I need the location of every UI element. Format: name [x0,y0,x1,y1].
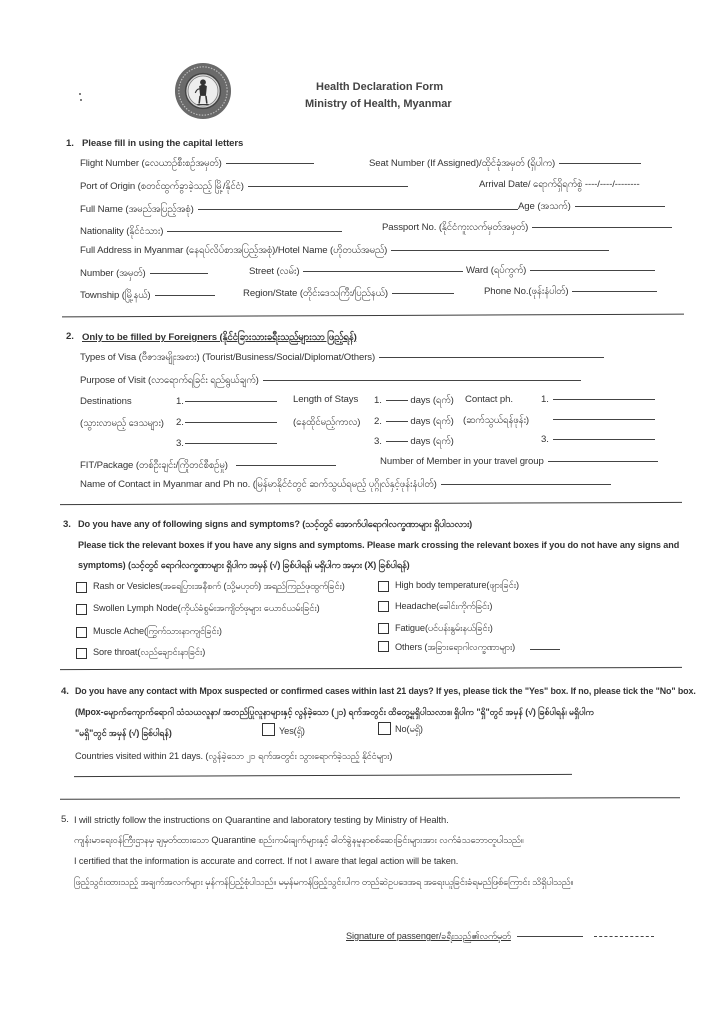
phone-no-field[interactable] [484,285,657,299]
section-1-number: 1. [66,138,74,149]
section-5-line-1: I will strictly follow the instructions on Quarantine and laboratory testing by Ministry of Health. [74,814,449,825]
group-members-input[interactable] [548,461,658,462]
port-of-origin-field[interactable] [80,180,408,194]
destination-1-input[interactable] [185,401,277,402]
stay-1-input[interactable] [386,400,408,401]
stay-3-unit: days (ရက်) [410,436,454,447]
fatigue-label: Fatigue(ပင်ပန်းနွမ်းနယ်ခြင်း) [395,623,493,633]
length-of-stays-label-mm: (နေထိုင်မည့်ကာလ) [293,417,361,428]
swollen-lymph-node-label: Swollen Lymph Node(ကိုယ်ခံစွမ်းအကျိတ်ဖုများ ယောင်ယမ်းခြင်း) [93,603,320,613]
seat-number-label: Seat Number (If Assigned)/ထိုင်ခုံအမှတ် (ရှိပါက) [369,158,556,169]
township-input[interactable] [155,295,215,296]
nationality-label: Nationality (နိုင်ငံသား) [80,226,164,237]
section-2-heading: Only to be filled by Foreigners (နိုင်ငံခြားသားခရီးသည်များသာ ဖြည့်ရန်) [82,332,357,343]
passport-no-field[interactable] [382,221,672,235]
destination-2-input[interactable] [185,422,277,423]
scan-speck [79,93,81,95]
destinations-label: Destinations [80,396,132,407]
region-state-input[interactable] [392,293,454,294]
high-body-temperature-checkbox[interactable] [378,581,389,592]
full-name-input[interactable] [198,209,518,210]
contact-1-field[interactable] [541,394,655,405]
phone-no-input[interactable] [572,291,657,292]
region-state-field[interactable] [243,287,454,301]
age-field[interactable] [518,200,665,214]
section-3-question: Do you have any of following signs and symptoms? (သင့်တွင် အောက်ပါရောဂါလက္ခဏာများ ရှိပါသလား) [78,519,473,529]
section-2-number: 2. [66,331,74,342]
section-5-line-3: I certified that the information is accurate and correct. If not I aware that legal action will be taken. [74,856,459,866]
full-address-label: Full Address in Myanmar (နေရပ်လိပ်စာအပြည့်အစုံ)/Hotel Name (ဟိုတယ်အမည်) [80,245,388,256]
destinations-label-mm: (သွားလာမည့် ဒေသများ) [80,418,164,429]
port-of-origin-label: Port of Origin (စတင်ထွက်ခွာခဲ့သည့် မြို့/နိုင်ငံ) [80,181,244,192]
stay-3-field[interactable] [374,435,454,449]
section-3-instruction-2: symptoms) (သင့်တွင် ရောဂါလက္ခဏာများ ရှိပါက အမှန် (√) ခြစ်ပါရန်၊ မရှိပါက အမှား (X) ခြစ်ပါရန်) [78,560,410,570]
fatigue-checkbox[interactable] [378,623,389,634]
street-label: Street (လမ်း) [249,266,300,277]
sore-throat-checkbox[interactable] [76,648,87,659]
purpose-of-visit-label: Purpose of Visit (လာရောက်ရခြင်း ရည်ရွယ်ချက်) [80,375,259,386]
section-5-number: 5. [61,814,69,825]
sore-throat-label: Sore throat(လည်ချောင်းနာခြင်း) [93,647,206,657]
seat-number-field[interactable] [369,157,641,171]
section-divider [62,314,684,318]
headache-checkbox[interactable] [378,601,389,612]
section-divider [60,502,682,505]
flight-number-label: Flight Number (လေယာဉ်စီးစဉ်အမှတ်) [80,158,222,169]
contact-in-myanmar-input[interactable] [441,484,611,485]
section-4-question-mm-1: (Mpox-မျောက်ကျောက်ရောဂါ သံသယလူနာ/ အတည်ပြုလူနာများနှင့် လွန်ခဲ့သော (၂၁) ရက်အတွင်း ထိတွေ့မှုရှိပါသလား။ ရှိပါက "ရှိ"တွင် အမှန် (√) ခြစ်ပါရန်၊ မရှိပါက [75,707,595,717]
section-3-instruction-1: Please tick the relevant boxes if you have any signs and symptoms. Please mark crossing the relevant boxes if you do not have any signs and [78,540,680,550]
muscle-ache-label: Muscle Ache(ကြွက်သားနာကျင်ခြင်း) [93,626,222,636]
form-title: Health Declaration Form [316,81,444,93]
section-5-line-4: ဖြည့်သွင်းထားသည့် အချက်အလက်များ မှန်ကန်ပြည့်စုံပါသည်။ မမှန်မကန်ဖြည့်သွင်းပါက တည်ဆဲဥပဒေအရ အရေးယူခြင်းခံရမည်ဖြစ်ကြောင်း သိရှိပါသည်။ [74,877,574,887]
muscle-ache-checkbox[interactable] [76,627,87,638]
ward-input[interactable] [530,270,655,271]
arrival-date-label: Arrival Date/ ရောက်ရှိရက်စွဲ [479,179,583,190]
stay-1-unit: days (ရက်) [410,395,454,406]
contact-3-number: 3. [541,434,549,445]
signature-field[interactable] [346,931,654,944]
purpose-of-visit-input[interactable] [263,380,581,381]
stay-2-number: 2. [374,416,382,427]
countries-visited-input[interactable] [74,774,572,777]
length-of-stays-label: Length of Stays [293,394,359,405]
section-4-number: 4. [61,686,69,697]
destination-1-field[interactable] [176,396,277,407]
others-label: Others (အခြားရောဂါလက္ခဏာများ) [395,642,516,652]
others-checkbox[interactable] [378,641,389,652]
township-label: Township (မြို့နယ်) [80,290,151,301]
countries-visited-label: Countries visited within 21 days. (လွန်ခဲ့သော ၂၁ ရက်အတွင်း သွားရောက်ခဲ့သည့် နိုင်ငံများ) [75,751,393,761]
region-state-label: Region/State (တိုင်းဒေသကြီး/ပြည်နယ်) [243,288,388,299]
fit-package-input[interactable] [236,465,336,466]
stay-3-input[interactable] [386,441,408,442]
flight-number-input[interactable] [226,163,314,164]
section-4-question: Do you have any contact with Mpox suspected or confirmed cases within last 21 days? If yes, please tick the "Yes" box. If no, please tick the "No" box. [75,686,696,696]
fit-package-label: FIT/Package (တစ်ဦးချင်း/ကြိုတင်စီစဉ်မှု) [80,460,228,471]
section-4-question-mm-2: "မရှိ"တွင် အမှန် (√) ခြစ်ပါရန်) [75,728,172,738]
signature-input-extension[interactable] [594,936,654,937]
ward-label: Ward (ရပ်ကွက်) [466,265,527,276]
rash-checkbox[interactable] [76,582,87,593]
full-name-field[interactable] [80,203,518,217]
phone-no-label: Phone No.(ဖုန်းနံပါတ်) [484,286,569,297]
passport-no-label: Passport No. (နိုင်ငံကူးလက်မှတ်အမှတ်) [382,222,529,233]
stay-1-field[interactable] [374,394,454,408]
others-input[interactable] [530,649,560,650]
stay-3-number: 3. [374,436,382,447]
visa-type-input[interactable] [379,357,604,358]
fit-package-field[interactable] [80,459,336,473]
destination-1-number: 1. [176,396,184,407]
contact-ph-label: Contact ph. [465,394,513,405]
stay-2-unit: days (ရက်) [410,416,454,427]
destination-3-number: 3. [176,438,184,449]
contact-3-input[interactable] [553,439,655,440]
contact-1-input[interactable] [553,399,655,400]
contact-in-myanmar-field[interactable] [80,478,611,492]
visa-type-label: Types of Visa (ဗီဇာအမျိုးအစား) (Tourist/Business/Social/Diplomat/Others) [80,352,376,363]
passport-no-input[interactable] [532,227,672,228]
mpox-no-checkbox[interactable] [378,722,391,735]
street-field[interactable] [249,265,463,279]
arrival-date-field[interactable] [479,178,640,192]
section-5-line-2: ကျန်းမာရေးဝန်ကြီးဌာနမှ ချမှတ်ထားသော Quarantine စည်းကမ်းချက်များနှင့် ဓါတ်ခွဲနမူနာစစ်ဆေးခြင်းများအား လက်ခံသဘောတူပါသည်။ [74,835,524,845]
seat-number-input[interactable] [559,163,641,164]
signature-input[interactable] [517,936,583,937]
section-divider [60,667,682,670]
stay-2-input[interactable] [386,421,408,422]
mpox-no-label: No(မရှိ) [395,724,423,734]
contact-2-field[interactable] [541,414,655,425]
township-field[interactable] [80,289,215,303]
mpox-yes-label: Yes(ရှိ) [279,726,305,736]
group-members-field[interactable] [380,456,658,467]
ministry-emblem-icon [174,62,232,120]
section-1-heading: Please fill in using the capital letters [82,138,244,149]
headache-label: Headache(ခေါင်းကိုက်ခြင်း) [395,601,493,611]
mpox-yes-checkbox[interactable] [262,723,275,736]
full-address-input[interactable] [391,250,609,251]
purpose-of-visit-field[interactable] [80,374,581,388]
contact-3-field[interactable] [541,434,655,445]
stay-1-number: 1. [374,395,382,406]
age-input[interactable] [575,206,665,207]
scan-speck [80,99,82,101]
number-label: Number (အမှတ်) [80,268,146,279]
number-field[interactable] [80,267,208,281]
flight-number-field[interactable] [80,157,314,171]
ward-field[interactable] [466,264,655,278]
high-body-temperature-label: High body temperature(ဖျားခြင်း) [395,580,519,590]
contact-1-number: 1. [541,394,549,405]
swollen-lymph-node-checkbox[interactable] [76,604,87,615]
port-of-origin-input[interactable] [248,186,408,187]
contact-in-myanmar-label: Name of Contact in Myanmar and Ph no. (မြန်မာနိုင်ငံတွင် ဆက်သွယ်ရမည့် ပုဂ္ဂိုလ်နှင့်ဖုန်းနံပါတ်) [80,479,437,490]
street-input[interactable] [303,271,463,272]
nationality-input[interactable] [167,231,342,232]
nationality-field[interactable] [80,225,342,239]
stay-2-field[interactable] [374,415,454,429]
contact-ph-label-mm: (ဆက်သွယ်ရန်ဖုန်း) [463,415,529,426]
rash-label: Rash or Vesicles(အရေပြားအနီစက် (သို့မဟုတ်) အရည်ကြည်ဖုထွက်ခြင်း) [93,581,345,591]
full-name-label: Full Name (အမည်အပြည့်အစုံ) [80,204,194,215]
form-subtitle: Ministry of Health, Myanmar [305,98,452,110]
arrival-date-input[interactable]: ----/----/-------- [584,179,640,190]
age-label: Age (အသက်) [518,201,571,212]
signature-label: Signature of passenger/ခရီးသည်၏လက်မှတ် [346,931,511,941]
contact-2-input[interactable] [553,419,655,420]
destination-3-input[interactable] [185,443,277,444]
number-input[interactable] [150,273,208,274]
full-address-field[interactable] [80,244,609,258]
section-3-number: 3. [63,519,71,530]
destination-3-field[interactable] [176,438,277,449]
visa-type-field[interactable] [80,351,604,365]
section-divider [60,797,680,800]
group-members-label: Number of Member in your travel group [380,456,544,467]
destination-2-field[interactable] [176,417,277,428]
destination-2-number: 2. [176,417,184,428]
